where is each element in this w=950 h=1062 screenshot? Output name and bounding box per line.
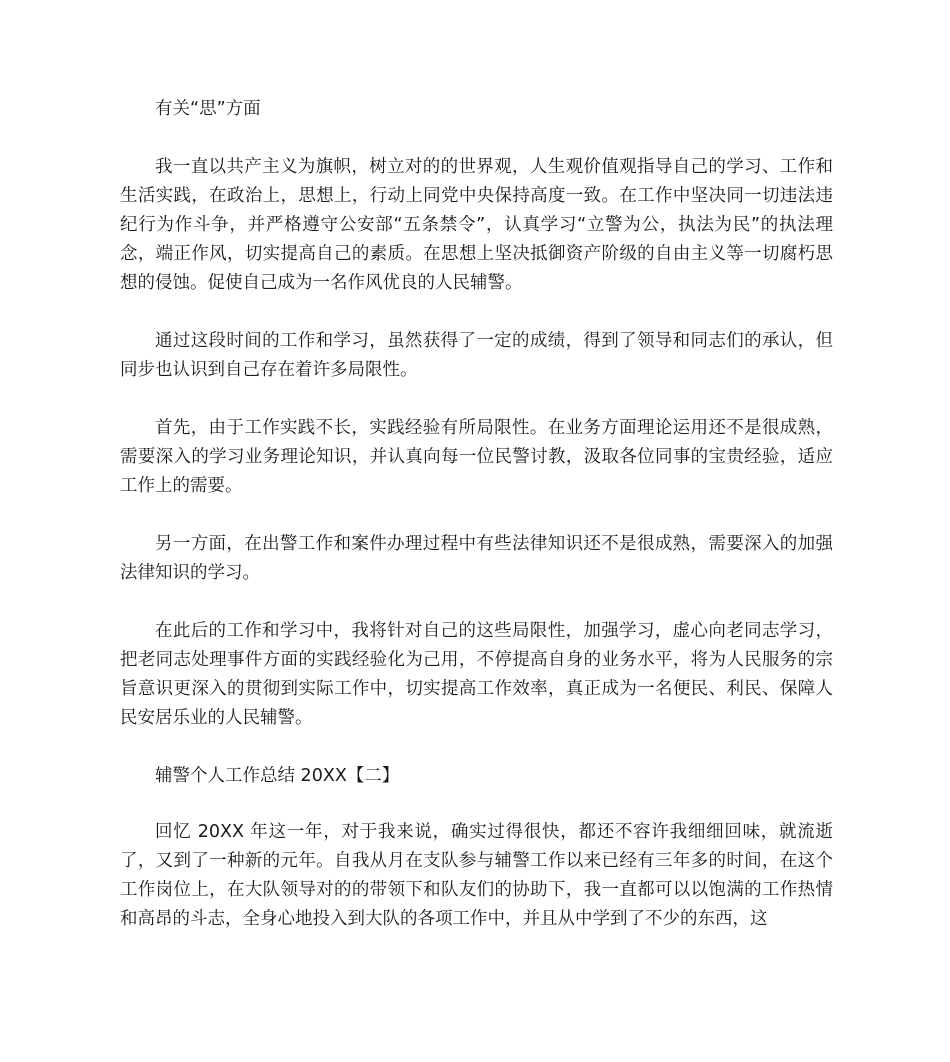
section-heading-thought: 有关“思”方面	[155, 99, 261, 119]
paragraph-ideology: 我一直以共产主义为旗帜，树立对的的世界观，人生观价值观指导自己的学习、工作和生活实践，在政治上，思想上，行动上同党中央保持高度一致。在工作中坚决同一切违法违纪行为作斗争，并严格遵守公安部“五条禁令”，认真学习“立警为公，执法为民”的执法理念，端正作风，切实提高自己的素质。在思想上坚决抵御资产阶级的自由主义等一切腐朽思想的侵蚀。促使自己成为一名作风优良的人民辅警。	[120, 157, 833, 293]
paragraph-firstly: 首先，由于工作实践不长，实践经验有所局限性。在业务方面理论运用还不是很成熟，需要深入的学习业务理论知识，并认真向每一位民警讨教，汲取各位同事的宝贵经验，适应工作上的需要。	[120, 418, 833, 496]
paragraph-achievements: 通过这段时间的工作和学习，虽然获得了一定的成绩，得到了领导和同志们的承认，但同步也认识到自己存在着许多局限性。	[120, 331, 833, 380]
paragraph-future-plans: 在此后的工作和学习中，我将针对自己的这些局限性，加强学习，虚心向老同志学习，把老同志处理事件方面的实践经验化为己用，不停提高自身的业务水平，将为人民服务的宗旨意识更深入的贯彻到实际工作中，切实提高工作效率，真正成为一名便民、利民、保障人民安居乐业的人民辅警。	[120, 621, 833, 728]
document-body	[120, 95, 833, 963]
paragraph-on-the-other-hand: 另一方面，在出警工作和案件办理过程中有些法律知识还不是很成熟，需要深入的加强法律知识的学习。	[120, 534, 833, 583]
paragraph-year-review: 回忆 20XX 年这一年，对于我来说，确实过得很快，都还不容许我细细回味，就流逝了，又到了一种新的元年。自我从月在支队参与辅警工作以来已经有三年多的时间，在这个工作岗位上，在大队领导对的的带领下和队友们的协助下，我一直都可以以饱满的工作热情和高昂的斗志，全身心地投入到大队的各项工作中，并且从中学到了不少的东西，这	[120, 822, 833, 929]
section-heading-summary-two: 辅警个人工作总结 20XX【二】	[155, 766, 400, 786]
